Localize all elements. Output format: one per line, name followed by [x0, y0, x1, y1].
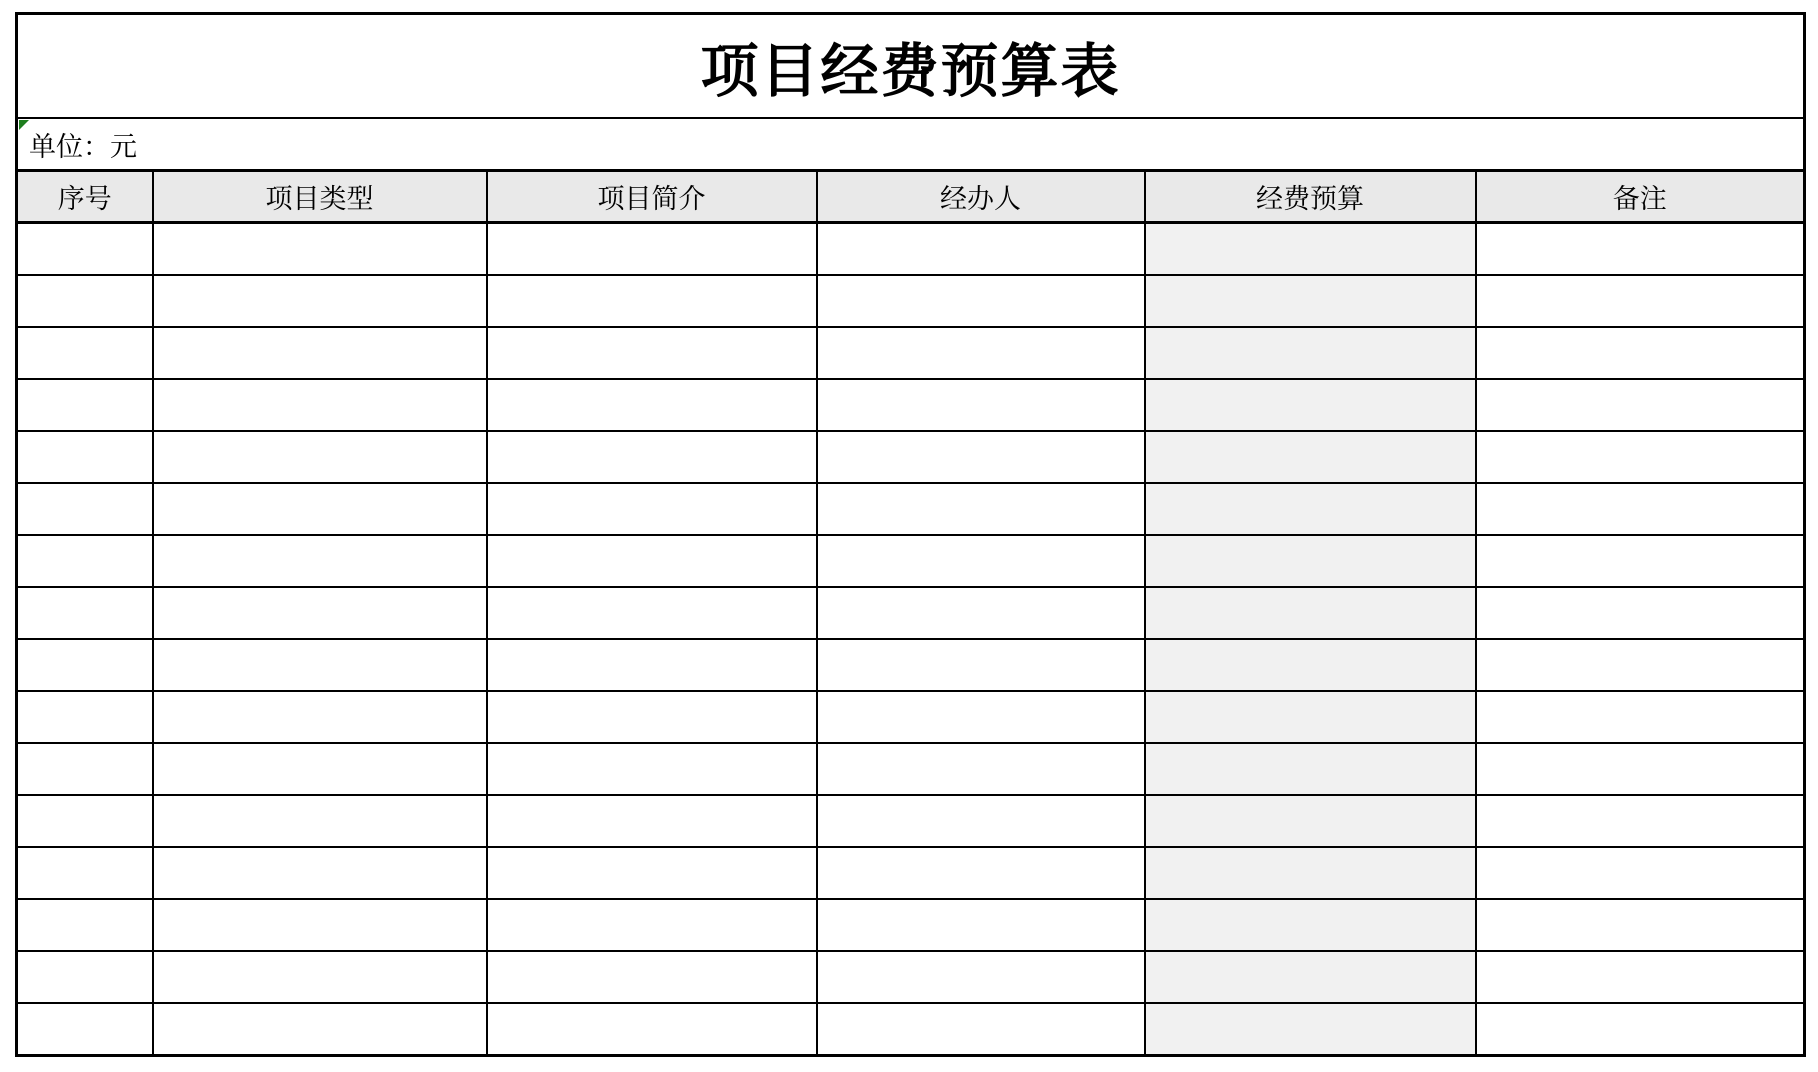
- table-cell-project_intro[interactable]: [487, 1003, 817, 1056]
- table-cell-remarks[interactable]: [1476, 327, 1805, 379]
- table-cell-handler[interactable]: [817, 795, 1145, 847]
- table-cell-project_intro[interactable]: [487, 431, 817, 483]
- table-row: [17, 587, 1805, 639]
- table-cell-handler[interactable]: [817, 639, 1145, 691]
- unit-cell[interactable]: [17, 118, 1805, 171]
- table-cell-project_type[interactable]: [153, 327, 487, 379]
- table-cell-remarks[interactable]: [1476, 223, 1805, 276]
- table-cell-budget[interactable]: [1145, 795, 1476, 847]
- table-cell-project_type[interactable]: [153, 743, 487, 795]
- table-cell-project_intro[interactable]: [487, 743, 817, 795]
- table-cell-budget[interactable]: [1145, 223, 1476, 276]
- table-cell-handler[interactable]: [817, 223, 1145, 276]
- table-cell-project_type[interactable]: [153, 483, 487, 535]
- table-cell-handler[interactable]: [817, 327, 1145, 379]
- table-cell-index[interactable]: [17, 431, 153, 483]
- table-cell-remarks[interactable]: [1476, 379, 1805, 431]
- column-header-project-intro: 项目简介: [487, 171, 817, 223]
- table-cell-index[interactable]: [17, 847, 153, 899]
- table-row: [17, 327, 1805, 379]
- table-cell-remarks[interactable]: [1476, 899, 1805, 951]
- table-cell-budget[interactable]: [1145, 899, 1476, 951]
- table-cell-handler[interactable]: [817, 951, 1145, 1003]
- table-cell-budget[interactable]: [1145, 431, 1476, 483]
- table-row: [17, 795, 1805, 847]
- table-row: [17, 847, 1805, 899]
- table-cell-budget[interactable]: [1145, 535, 1476, 587]
- table-cell-budget[interactable]: [1145, 743, 1476, 795]
- table-cell-project_type[interactable]: [153, 535, 487, 587]
- table-cell-remarks[interactable]: [1476, 1003, 1805, 1056]
- page-title: 项目经费预算表: [17, 14, 1805, 119]
- table-cell-remarks[interactable]: [1476, 795, 1805, 847]
- table-row: [17, 483, 1805, 535]
- table-cell-project_intro[interactable]: [487, 327, 817, 379]
- table-row: [17, 899, 1805, 951]
- table-header-row: [17, 171, 1805, 223]
- table-cell-handler[interactable]: [817, 847, 1145, 899]
- column-header-remarks: 备注: [1476, 171, 1805, 223]
- table-row: [17, 1003, 1805, 1056]
- table-cell-project_type[interactable]: [153, 431, 487, 483]
- table-cell-project_type[interactable]: [153, 951, 487, 1003]
- table-cell-index[interactable]: [17, 223, 153, 276]
- table-cell-project_type[interactable]: [153, 899, 487, 951]
- table-cell-index[interactable]: [17, 743, 153, 795]
- table-cell-handler[interactable]: [817, 899, 1145, 951]
- table-cell-index[interactable]: [17, 951, 153, 1003]
- column-header-project-type: 项目类型: [153, 171, 487, 223]
- table-cell-remarks[interactable]: [1476, 951, 1805, 1003]
- table-cell-index[interactable]: [17, 483, 153, 535]
- table-row: [17, 379, 1805, 431]
- table-cell-handler[interactable]: [817, 275, 1145, 327]
- table-cell-project_intro[interactable]: [487, 379, 817, 431]
- title-row: [17, 14, 1805, 119]
- table-cell-budget[interactable]: [1145, 639, 1476, 691]
- table-cell-handler[interactable]: [817, 691, 1145, 743]
- table-cell-handler[interactable]: [817, 379, 1145, 431]
- table-cell-index[interactable]: [17, 691, 153, 743]
- table-row: [17, 639, 1805, 691]
- table-cell-project_intro[interactable]: [487, 535, 817, 587]
- table-cell-budget[interactable]: [1145, 1003, 1476, 1056]
- table-cell-project_intro[interactable]: [487, 899, 817, 951]
- table-cell-index[interactable]: [17, 379, 153, 431]
- table-cell-project_type[interactable]: [153, 795, 487, 847]
- table-cell-index[interactable]: [17, 275, 153, 327]
- table-row: [17, 691, 1805, 743]
- table-cell-project_intro[interactable]: [487, 795, 817, 847]
- table-cell-index[interactable]: [17, 639, 153, 691]
- table-cell-budget[interactable]: [1145, 327, 1476, 379]
- table-cell-remarks[interactable]: [1476, 847, 1805, 899]
- table-cell-project_intro[interactable]: [487, 223, 817, 276]
- column-header-index: 序号: [17, 171, 153, 223]
- table-cell-handler[interactable]: [817, 431, 1145, 483]
- table-cell-remarks[interactable]: [1476, 743, 1805, 795]
- table-cell-project_intro[interactable]: [487, 847, 817, 899]
- table-cell-project_type[interactable]: [153, 275, 487, 327]
- table-cell-index[interactable]: [17, 1003, 153, 1056]
- table-cell-project_intro[interactable]: [487, 951, 817, 1003]
- table-cell-project_intro[interactable]: [487, 275, 817, 327]
- table-cell-remarks[interactable]: [1476, 535, 1805, 587]
- table-row: [17, 275, 1805, 327]
- unit-row: [17, 118, 1805, 171]
- table-cell-handler[interactable]: [817, 743, 1145, 795]
- table-cell-budget[interactable]: [1145, 587, 1476, 639]
- table-cell-project_type[interactable]: [153, 691, 487, 743]
- table-cell-budget[interactable]: [1145, 951, 1476, 1003]
- table-cell-project_intro[interactable]: [487, 691, 817, 743]
- table-cell-project_type[interactable]: [153, 587, 487, 639]
- table-cell-remarks[interactable]: [1476, 275, 1805, 327]
- table-cell-remarks[interactable]: [1476, 691, 1805, 743]
- table-cell-project_type[interactable]: [153, 379, 487, 431]
- table-cell-index[interactable]: [17, 535, 153, 587]
- table-cell-project_intro[interactable]: [487, 483, 817, 535]
- table-cell-handler[interactable]: [817, 587, 1145, 639]
- table-cell-project_type[interactable]: [153, 1003, 487, 1056]
- budget-table: [15, 12, 1806, 1057]
- table-cell-project_type[interactable]: [153, 639, 487, 691]
- column-header-budget: 经费预算: [1145, 171, 1476, 223]
- table-cell-index[interactable]: [17, 795, 153, 847]
- table-row: [17, 743, 1805, 795]
- table-row: [17, 535, 1805, 587]
- table-cell-budget[interactable]: [1145, 847, 1476, 899]
- green-corner-flag-icon: [19, 120, 29, 130]
- table-cell-project_type[interactable]: [153, 223, 487, 276]
- table-cell-index[interactable]: [17, 899, 153, 951]
- table-cell-budget[interactable]: [1145, 691, 1476, 743]
- table-cell-budget[interactable]: [1145, 483, 1476, 535]
- table-cell-budget[interactable]: [1145, 379, 1476, 431]
- table-cell-handler[interactable]: [817, 483, 1145, 535]
- table-cell-project_type[interactable]: [153, 847, 487, 899]
- table-cell-handler[interactable]: [817, 535, 1145, 587]
- table-cell-remarks[interactable]: [1476, 639, 1805, 691]
- table-row: [17, 223, 1805, 276]
- table-cell-remarks[interactable]: [1476, 483, 1805, 535]
- table-cell-remarks[interactable]: [1476, 587, 1805, 639]
- table-cell-project_intro[interactable]: [487, 639, 817, 691]
- table-cell-index[interactable]: [17, 587, 153, 639]
- table-cell-remarks[interactable]: [1476, 431, 1805, 483]
- table-cell-handler[interactable]: [817, 1003, 1145, 1056]
- table-cell-budget[interactable]: [1145, 275, 1476, 327]
- table-cell-project_intro[interactable]: [487, 587, 817, 639]
- unit-label: 单位：元: [29, 131, 137, 162]
- table-cell-index[interactable]: [17, 327, 153, 379]
- table-row: [17, 431, 1805, 483]
- table-row: [17, 951, 1805, 1003]
- column-header-handler: 经办人: [817, 171, 1145, 223]
